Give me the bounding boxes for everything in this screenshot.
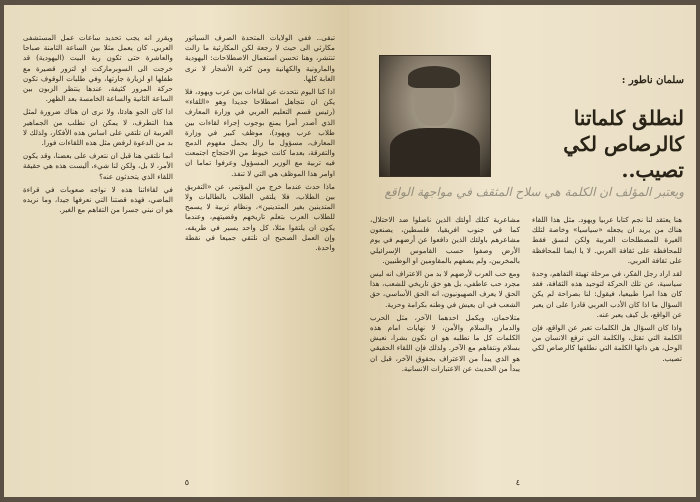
left-page-column-right xyxy=(185,33,335,473)
left-page xyxy=(4,5,349,497)
paragraph: ويقرر انه يجب تحديد ساعات عمل المستشفى العربي. كان يعمل مثلا بين الساعة الثامنة صباحا والعاشرة حتى تكون ربة البيت (اليهودية) قد خرجت الى السوبرماركت او لتزور قصيرة مع طفلها او لزيارة جارتها، وفي طلبات الوقوف تكون حركة المرور كثيفة، عندها ينتظر الزبون بين الساعة الثانية والساعة الخامسة بعد الظهر. xyxy=(23,33,173,104)
paragraph: متلاحمان، ويكمل احدهما الآخر، مثل الحرب والدمار والسلام والأمن، لا نهايات امام هذه الكلمات كل ما نطلبه هو ان نكون بشرا، نعيش بسلام ونتفاهم مع الآخر. ولذلك فإن اللقاء الحقيقي هو الذي يبدأ من الاعتراف بحقوق الآخر، قبل ان يبدأ من الحديث عن الاعتبارات الانسانية. xyxy=(370,312,520,373)
right-page-column-left xyxy=(370,215,520,475)
paragraph: ومع حب العرب لأرضهم لا بد من الاعتراف انه ليس مجرد حب عاطفي، بل هو حق تاريخي للشعب، هذا الحق لا يعرف الصهيونيون، انه الحق الأساسي، حق الشعب في ان يعيش في وطنه بكرامة وحرية. xyxy=(370,269,520,309)
paragraph: انما نلتقي هنا قبل ان نتعرف على بعضنا، وقد يكون الأمر، لا بل، ولكن لنا شيء، أليست هذه هي حقيقة اللقاء الذي يتحدثون عنه؟ xyxy=(23,151,173,181)
right-page xyxy=(349,5,696,497)
left-page-column-left xyxy=(23,33,173,473)
paragraph: اذا كان الجو هادئا، ولا نرى ان هناك ضرورة لمثل هذا التطرف، لا يمكن ان نطلب من الجماهير العربية ان تلتقي على اساس هذه الأفكار، ولذلك لا بد من الدعوة لرفض مثل هذه اللقاءات فورا. xyxy=(23,107,173,148)
paragraph: واذا كان السؤال هل الكلمات تعبر عن الواقع، فإن الكلمة التي تقتل، والكلمة التي ترفع الانسان من الوحل، هي ذاتها الكلمة التي نطلقها كالرصاص لكي تصيب. xyxy=(532,323,682,363)
page-number: ٤ xyxy=(515,478,520,487)
page-number: ٥ xyxy=(184,478,189,487)
paragraph: لقد اراد رجل الفكر، في مرحلة تهيئة التفاهم، وحدة سياسية، عن تلك الحركة لتوحيد هذه الثقافة، فقد كان هذا امرا طبيعيا، فيقول: لنا بصراحة لم يكن السؤال ما اذا كان الأدب العربي قادرا على ان يعبر عن الواقع، بل كيف يعبر عنه. xyxy=(532,269,682,319)
paragraph: اذا كنا اليوم نتحدث عن لقاءات بين عرب ويهود، فلا يكن ان نتجاهل اصطلاحا جديدا وهو «اللقاء» (رئيس قسم التعليم العربي في وزارة المعارف الذي أصدر أمرا يمنع بوجوب إجراء لقاءات بين طلاب عرب ويهود)، موظف كبير في وزارة المعارف، مسؤول ما زال يحمل مفهوم الدمج والتفرقة، بعدما كانت خيوط من الاحتجاج اجتمعت فيه تربية مع الوزير المسؤول وعرفوا تماما ان اوامر هذا الموظف هي التي لا تنفذ. xyxy=(185,87,335,178)
right-page-column-right xyxy=(532,215,682,475)
paragraph: مشاعرية كتلك أولئك الذين ناضلوا ضد الاحتلال، كما في جنوب افريقيا، فلسطين، يصنعون مشاعرهم باولئك الذين دافعوا عن أرضهم في يوم الأرض وصفوا حسب القاموس الإسرائيلي بالمخربين، ولم يصفهم بالمقاومين او الوطنيين. xyxy=(370,215,520,265)
headline-line: لنطلق كلماتنا xyxy=(573,106,684,130)
article-headline xyxy=(509,105,684,183)
headline-line: كالرصاص لكي xyxy=(563,132,684,156)
headline-line: تصيب.. xyxy=(621,158,684,182)
magazine-spread xyxy=(4,5,696,497)
article-deck: ويعتبر المؤلف ان الكلمة هي سلاح المثقف في مواجهة الواقع xyxy=(384,185,684,199)
paragraph: هنا يعتقد لنا نجم كتابا عربيا ويهود. مثل هذا اللقاء هناك من يريد ان يجعله «سياسيا» وخاصة لتلك الغيرة للمصطلحات العربية ولكن لنسق فقط للمحافظة على ثقافة العربي. لا يا ايضا للمحافظة على ثقافة العربي. xyxy=(532,215,682,265)
author-photo xyxy=(379,55,491,177)
paragraph: في لقاءاتنا هذه لا نواجه صعوبات في قراءة الماضي، فهذه قصتنا التي نعرفها جيدا، وما نريده هو ان نبني جسرا من التفاهم مع الغير. xyxy=(23,184,173,215)
author-byline: سلمان ناطور : xyxy=(621,75,684,86)
paragraph: ماذا حدث عندما خرج من المؤتمر، عن «التفريق بين الطلاب، فلا يلتقي الطلاب بالطالبات ولا المتدينين بغير المتدينين»، ونظام تربية لا يسمح للطلاب العرب بتعلم تاريخهم وقضيتهم، وعندما يكون ان يلتقوا مثلا، كل واحد يسير في طريقه، وإن العمل الصحيح ان نلتقي جميعا في نقطة واحدة. xyxy=(185,181,335,253)
paragraph: تبقى.. ففي الولايات المتحدة الصرف السياتور مكارثي الى حيث لا رجعة لكن المكارثية ما زالت تنتشر، وهنا تحسن استعمال الاصطلاحات: اليهودية والمارونية والكهانية ومن كثرة الأشجار لا نرى الغابة كلها. xyxy=(185,33,335,83)
